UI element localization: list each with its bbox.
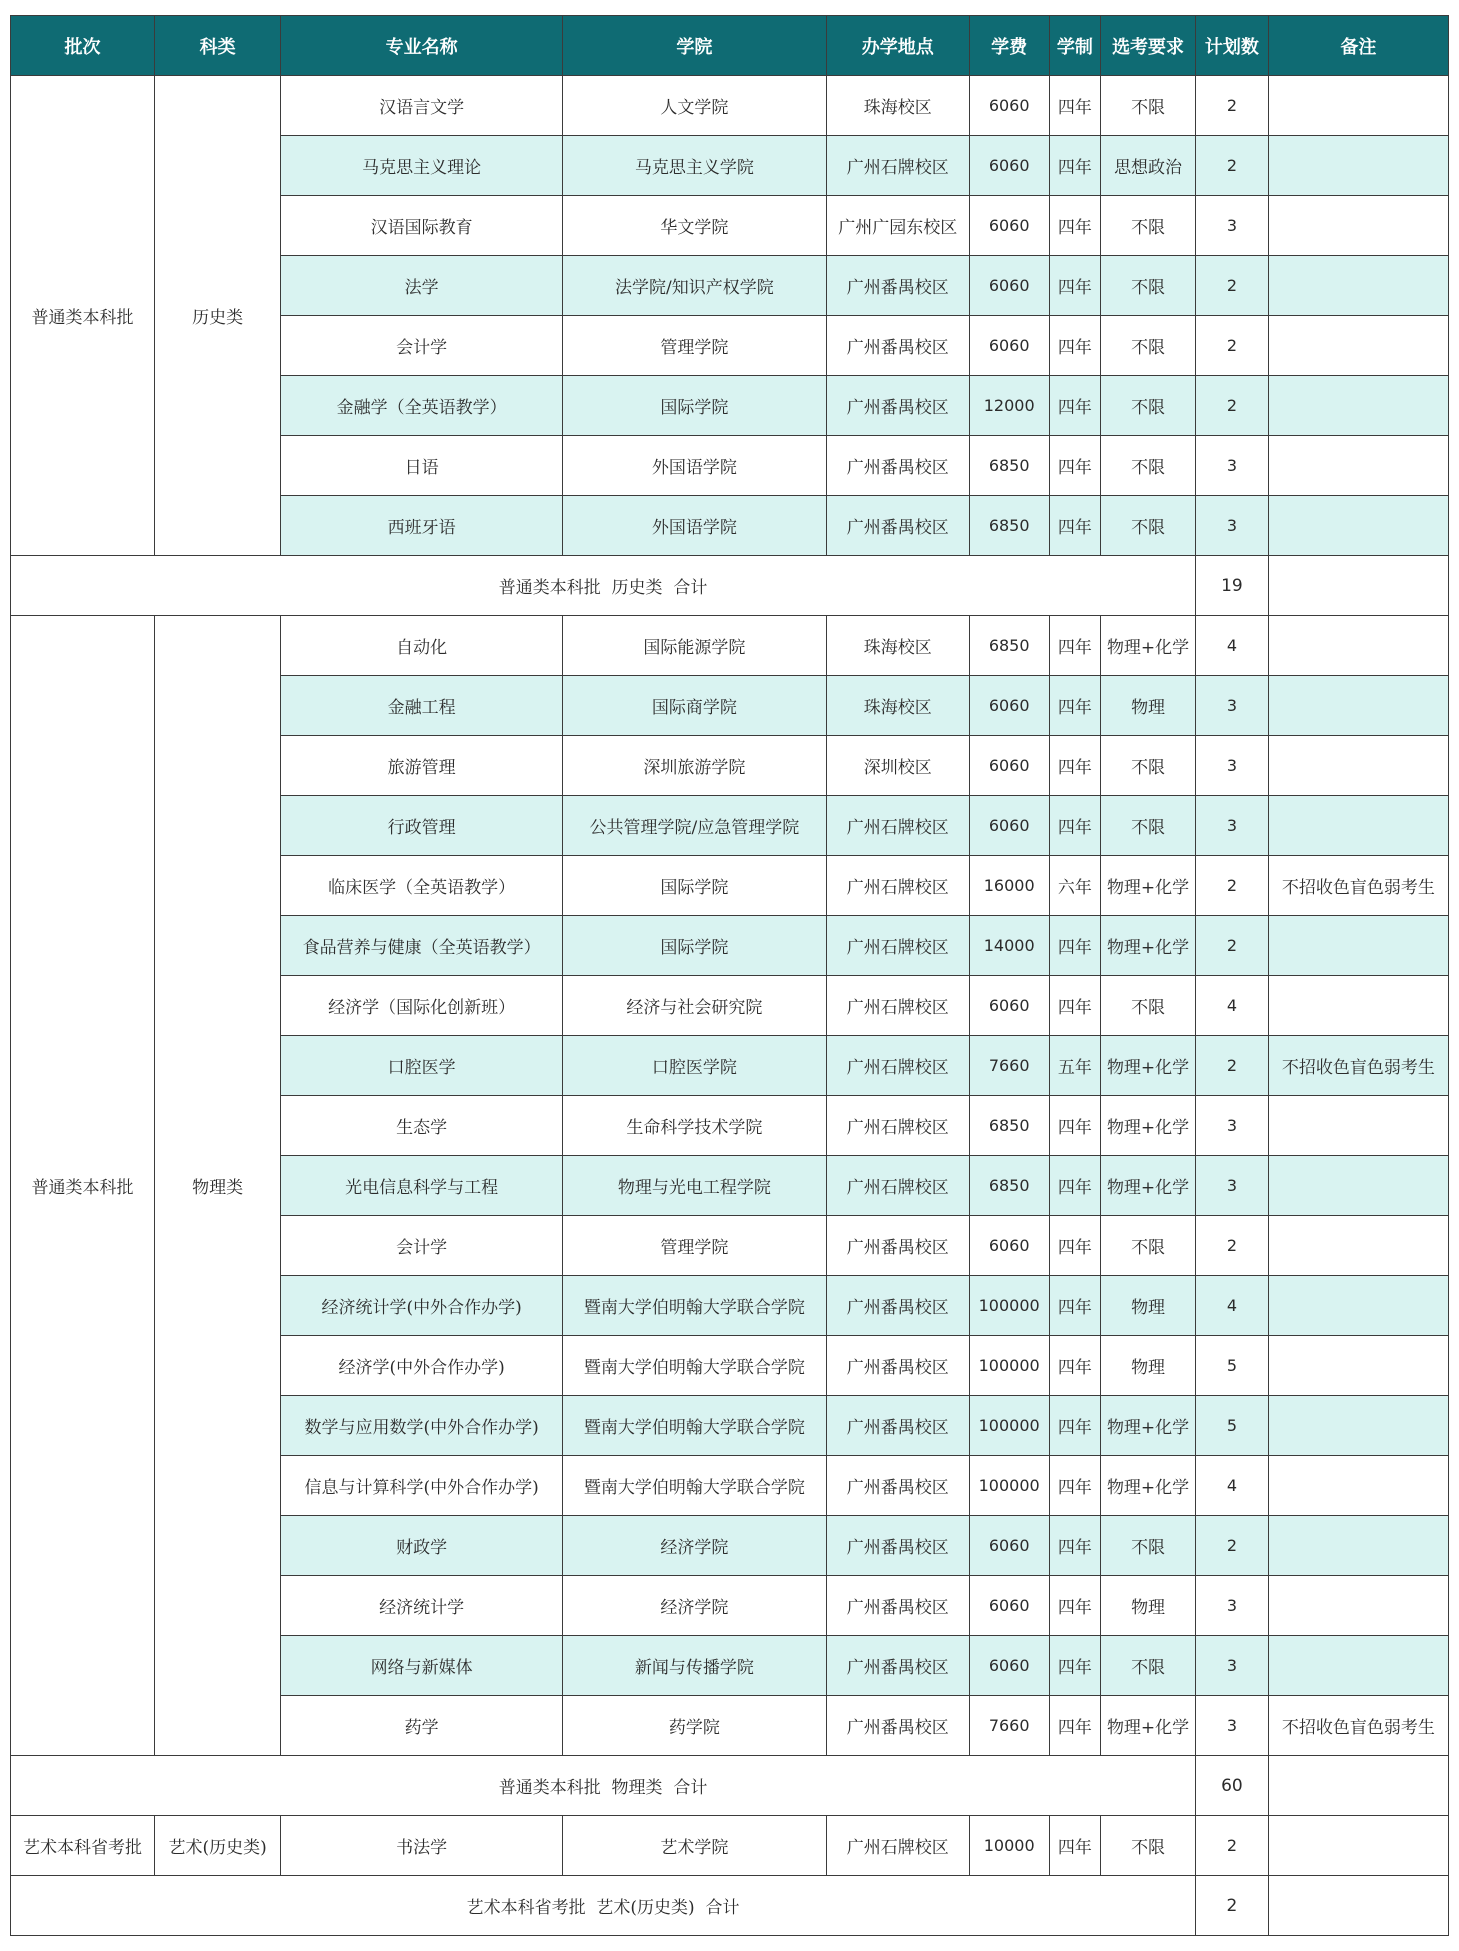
plan-count-cell: 2 [1196, 1216, 1269, 1276]
category-cell: 历史类 [154, 76, 280, 556]
location-cell: 珠海校区 [826, 76, 969, 136]
college-cell: 新闻与传播学院 [562, 1636, 826, 1696]
fee-cell: 6060 [969, 196, 1049, 256]
major-cell: 自动化 [281, 616, 563, 676]
college-cell: 暨南大学伯明翰大学联合学院 [562, 1276, 826, 1336]
note-cell [1268, 1576, 1448, 1636]
requirement-cell: 物理+化学 [1101, 916, 1196, 976]
requirement-cell: 思想政治 [1101, 136, 1196, 196]
years-cell: 四年 [1049, 1576, 1100, 1636]
location-cell: 广州番禺校区 [826, 1636, 969, 1696]
requirement-cell: 物理+化学 [1101, 1396, 1196, 1456]
college-cell: 口腔医学院 [562, 1036, 826, 1096]
note-cell [1268, 76, 1448, 136]
years-cell: 四年 [1049, 1636, 1100, 1696]
fee-cell: 7660 [969, 1036, 1049, 1096]
fee-cell: 6060 [969, 976, 1049, 1036]
note-cell [1268, 316, 1448, 376]
header-row [11, 16, 1449, 76]
fee-cell: 6850 [969, 436, 1049, 496]
fee-cell: 6060 [969, 136, 1049, 196]
subtotal-row [11, 1756, 1449, 1816]
note-cell: 不招收色盲色弱考生 [1268, 1696, 1448, 1756]
fee-cell: 6060 [969, 256, 1049, 316]
location-cell: 珠海校区 [826, 676, 969, 736]
years-cell: 四年 [1049, 1276, 1100, 1336]
location-cell: 广州石牌校区 [826, 796, 969, 856]
college-cell: 生命科学技术学院 [562, 1096, 826, 1156]
years-cell: 四年 [1049, 136, 1100, 196]
years-cell: 六年 [1049, 856, 1100, 916]
note-cell [1268, 616, 1448, 676]
subtotal-value: 60 [1196, 1756, 1269, 1816]
requirement-cell: 物理 [1101, 1576, 1196, 1636]
major-cell: 数学与应用数学(中外合作办学) [281, 1396, 563, 1456]
years-cell: 四年 [1049, 436, 1100, 496]
years-cell: 四年 [1049, 1156, 1100, 1216]
years-cell: 四年 [1049, 1096, 1100, 1156]
location-cell: 广州番禺校区 [826, 376, 969, 436]
years-cell: 四年 [1049, 616, 1100, 676]
requirement-cell: 不限 [1101, 316, 1196, 376]
plan-count-cell: 5 [1196, 1336, 1269, 1396]
major-cell: 汉语国际教育 [281, 196, 563, 256]
years-cell: 四年 [1049, 1516, 1100, 1576]
years-cell: 五年 [1049, 1036, 1100, 1096]
requirement-cell: 不限 [1101, 436, 1196, 496]
college-cell: 物理与光电工程学院 [562, 1156, 826, 1216]
fee-cell: 6850 [969, 496, 1049, 556]
major-cell: 旅游管理 [281, 736, 563, 796]
major-cell: 书法学 [281, 1816, 563, 1876]
location-cell: 广州广园东校区 [826, 196, 969, 256]
note-cell [1268, 1276, 1448, 1336]
college-cell: 暨南大学伯明翰大学联合学院 [562, 1456, 826, 1516]
location-cell: 珠海校区 [826, 616, 969, 676]
note-cell [1268, 256, 1448, 316]
plan-count-cell: 3 [1196, 436, 1269, 496]
note-cell [1268, 196, 1448, 256]
note-cell [1268, 976, 1448, 1036]
location-cell: 广州番禺校区 [826, 1396, 969, 1456]
requirement-cell: 物理+化学 [1101, 1156, 1196, 1216]
major-cell: 药学 [281, 1696, 563, 1756]
major-cell: 马克思主义理论 [281, 136, 563, 196]
major-cell: 行政管理 [281, 796, 563, 856]
major-cell: 生态学 [281, 1096, 563, 1156]
note-cell [1268, 1636, 1448, 1696]
location-cell: 广州番禺校区 [826, 256, 969, 316]
requirement-cell: 不限 [1101, 796, 1196, 856]
requirement-cell: 不限 [1101, 1516, 1196, 1576]
location-cell: 深圳校区 [826, 736, 969, 796]
fee-cell: 6850 [969, 1096, 1049, 1156]
plan-count-cell: 3 [1196, 796, 1269, 856]
plan-count-cell: 2 [1196, 1036, 1269, 1096]
years-cell: 四年 [1049, 1816, 1100, 1876]
college-cell: 法学院/知识产权学院 [562, 256, 826, 316]
major-cell: 财政学 [281, 1516, 563, 1576]
note-cell [1268, 436, 1448, 496]
location-cell: 广州石牌校区 [826, 916, 969, 976]
location-cell: 广州石牌校区 [826, 1156, 969, 1216]
requirement-cell: 不限 [1101, 496, 1196, 556]
fee-cell: 6060 [969, 316, 1049, 376]
plan-count-cell: 2 [1196, 916, 1269, 976]
college-cell: 暨南大学伯明翰大学联合学院 [562, 1396, 826, 1456]
note-cell [1268, 1156, 1448, 1216]
subtotal-label: 普通类本科批 历史类 合计 [11, 556, 1196, 616]
requirement-cell: 不限 [1101, 1216, 1196, 1276]
fee-cell: 6060 [969, 736, 1049, 796]
plan-count-cell: 2 [1196, 316, 1269, 376]
col-header-category: 科类 [154, 16, 280, 76]
location-cell: 广州番禺校区 [826, 436, 969, 496]
major-cell: 食品营养与健康（全英语教学） [281, 916, 563, 976]
major-cell: 经济学(中外合作办学) [281, 1336, 563, 1396]
note-cell [1268, 1816, 1448, 1876]
location-cell: 广州石牌校区 [826, 1816, 969, 1876]
plan-count-cell: 3 [1196, 1636, 1269, 1696]
college-cell: 管理学院 [562, 1216, 826, 1276]
college-cell: 经济学院 [562, 1516, 826, 1576]
major-cell: 会计学 [281, 316, 563, 376]
note-cell [1268, 1216, 1448, 1276]
table-row [11, 1816, 1449, 1876]
location-cell: 广州番禺校区 [826, 1216, 969, 1276]
fee-cell: 100000 [969, 1456, 1049, 1516]
location-cell: 广州番禺校区 [826, 1336, 969, 1396]
location-cell: 广州番禺校区 [826, 1516, 969, 1576]
note-cell [1268, 1336, 1448, 1396]
major-cell: 信息与计算科学(中外合作办学) [281, 1456, 563, 1516]
col-header-college: 学院 [562, 16, 826, 76]
fee-cell: 6060 [969, 1216, 1049, 1276]
fee-cell: 6060 [969, 1516, 1049, 1576]
note-cell [1268, 916, 1448, 976]
years-cell: 四年 [1049, 916, 1100, 976]
col-header-major: 专业名称 [281, 16, 563, 76]
requirement-cell: 物理+化学 [1101, 856, 1196, 916]
location-cell: 广州石牌校区 [826, 856, 969, 916]
years-cell: 四年 [1049, 316, 1100, 376]
years-cell: 四年 [1049, 196, 1100, 256]
years-cell: 四年 [1049, 1216, 1100, 1276]
plan-count-cell: 2 [1196, 136, 1269, 196]
plan-count-cell: 4 [1196, 1276, 1269, 1336]
note-cell: 不招收色盲色弱考生 [1268, 856, 1448, 916]
college-cell: 国际学院 [562, 376, 826, 436]
subtotal-label: 普通类本科批 物理类 合计 [11, 1756, 1196, 1816]
batch-cell: 艺术本科省考批 [11, 1816, 155, 1876]
fee-cell: 100000 [969, 1276, 1049, 1336]
col-header-fee: 学费 [969, 16, 1049, 76]
plan-count-cell: 4 [1196, 616, 1269, 676]
fee-cell: 6060 [969, 1576, 1049, 1636]
requirement-cell: 物理 [1101, 1336, 1196, 1396]
requirement-cell: 物理 [1101, 676, 1196, 736]
location-cell: 广州石牌校区 [826, 136, 969, 196]
requirement-cell: 不限 [1101, 196, 1196, 256]
plan-count-cell: 2 [1196, 1516, 1269, 1576]
plan-count-cell: 3 [1196, 1576, 1269, 1636]
plan-count-cell: 3 [1196, 496, 1269, 556]
plan-count-cell: 4 [1196, 1456, 1269, 1516]
college-cell: 外国语学院 [562, 496, 826, 556]
requirement-cell: 不限 [1101, 1636, 1196, 1696]
college-cell: 华文学院 [562, 196, 826, 256]
college-cell: 深圳旅游学院 [562, 736, 826, 796]
fee-cell: 6060 [969, 676, 1049, 736]
plan-count-cell: 5 [1196, 1396, 1269, 1456]
col-header-note: 备注 [1268, 16, 1448, 76]
plan-count-cell: 3 [1196, 736, 1269, 796]
major-cell: 经济统计学(中外合作办学) [281, 1276, 563, 1336]
plan-count-cell: 3 [1196, 676, 1269, 736]
requirement-cell: 不限 [1101, 976, 1196, 1036]
plan-count-cell: 2 [1196, 856, 1269, 916]
location-cell: 广州番禺校区 [826, 496, 969, 556]
fee-cell: 100000 [969, 1336, 1049, 1396]
fee-cell: 100000 [969, 1396, 1049, 1456]
category-cell: 物理类 [154, 616, 280, 1756]
note-cell: 不招收色盲色弱考生 [1268, 1036, 1448, 1096]
subtotal-value: 19 [1196, 556, 1269, 616]
requirement-cell: 不限 [1101, 376, 1196, 436]
requirement-cell: 物理+化学 [1101, 1456, 1196, 1516]
note-cell [1268, 1396, 1448, 1456]
enrollment-plan-table [10, 15, 1449, 1936]
years-cell: 四年 [1049, 1396, 1100, 1456]
location-cell: 广州番禺校区 [826, 316, 969, 376]
major-cell: 会计学 [281, 1216, 563, 1276]
major-cell: 网络与新媒体 [281, 1636, 563, 1696]
years-cell: 四年 [1049, 976, 1100, 1036]
note-cell [1268, 136, 1448, 196]
years-cell: 四年 [1049, 736, 1100, 796]
fee-cell: 6060 [969, 1636, 1049, 1696]
col-header-batch: 批次 [11, 16, 155, 76]
requirement-cell: 不限 [1101, 1816, 1196, 1876]
subtotal-note-cell [1268, 1876, 1448, 1936]
plan-count-cell: 2 [1196, 1816, 1269, 1876]
major-cell: 经济统计学 [281, 1576, 563, 1636]
years-cell: 四年 [1049, 1696, 1100, 1756]
subtotal-note-cell [1268, 556, 1448, 616]
major-cell: 口腔医学 [281, 1036, 563, 1096]
fee-cell: 6060 [969, 796, 1049, 856]
fee-cell: 6850 [969, 616, 1049, 676]
major-cell: 经济学（国际化创新班） [281, 976, 563, 1036]
batch-cell: 普通类本科批 [11, 76, 155, 556]
table-body [11, 76, 1449, 1936]
location-cell: 广州番禺校区 [826, 1276, 969, 1336]
note-cell [1268, 796, 1448, 856]
plan-count-cell: 3 [1196, 1096, 1269, 1156]
fee-cell: 10000 [969, 1816, 1049, 1876]
years-cell: 四年 [1049, 1456, 1100, 1516]
major-cell: 临床医学（全英语教学） [281, 856, 563, 916]
batch-cell: 普通类本科批 [11, 616, 155, 1756]
note-cell [1268, 736, 1448, 796]
note-cell [1268, 496, 1448, 556]
location-cell: 广州番禺校区 [826, 1576, 969, 1636]
subtotal-value: 2 [1196, 1876, 1269, 1936]
fee-cell: 7660 [969, 1696, 1049, 1756]
subtotal-row [11, 1876, 1449, 1936]
plan-count-cell: 3 [1196, 1156, 1269, 1216]
major-cell: 日语 [281, 436, 563, 496]
col-header-plan: 计划数 [1196, 16, 1269, 76]
college-cell: 国际能源学院 [562, 616, 826, 676]
plan-count-cell: 3 [1196, 196, 1269, 256]
years-cell: 四年 [1049, 376, 1100, 436]
years-cell: 四年 [1049, 676, 1100, 736]
fee-cell: 16000 [969, 856, 1049, 916]
college-cell: 国际商学院 [562, 676, 826, 736]
location-cell: 广州石牌校区 [826, 976, 969, 1036]
fee-cell: 6850 [969, 1156, 1049, 1216]
requirement-cell: 物理+化学 [1101, 1096, 1196, 1156]
plan-count-cell: 2 [1196, 376, 1269, 436]
years-cell: 四年 [1049, 256, 1100, 316]
requirement-cell: 物理 [1101, 1276, 1196, 1336]
plan-count-cell: 3 [1196, 1696, 1269, 1756]
college-cell: 外国语学院 [562, 436, 826, 496]
col-header-requirement: 选考要求 [1101, 16, 1196, 76]
col-header-years: 学制 [1049, 16, 1100, 76]
college-cell: 公共管理学院/应急管理学院 [562, 796, 826, 856]
major-cell: 法学 [281, 256, 563, 316]
subtotal-label: 艺术本科省考批 艺术(历史类) 合计 [11, 1876, 1196, 1936]
college-cell: 经济学院 [562, 1576, 826, 1636]
college-cell: 经济与社会研究院 [562, 976, 826, 1036]
college-cell: 国际学院 [562, 916, 826, 976]
fee-cell: 14000 [969, 916, 1049, 976]
note-cell [1268, 676, 1448, 736]
note-cell [1268, 1456, 1448, 1516]
requirement-cell: 物理+化学 [1101, 1696, 1196, 1756]
major-cell: 光电信息科学与工程 [281, 1156, 563, 1216]
requirement-cell: 不限 [1101, 76, 1196, 136]
table-row [11, 616, 1449, 676]
years-cell: 四年 [1049, 1336, 1100, 1396]
table-row [11, 76, 1449, 136]
fee-cell: 6060 [969, 76, 1049, 136]
college-cell: 艺术学院 [562, 1816, 826, 1876]
location-cell: 广州番禺校区 [826, 1696, 969, 1756]
requirement-cell: 不限 [1101, 736, 1196, 796]
note-cell [1268, 1096, 1448, 1156]
college-cell: 马克思主义学院 [562, 136, 826, 196]
major-cell: 金融学（全英语教学） [281, 376, 563, 436]
college-cell: 管理学院 [562, 316, 826, 376]
plan-count-cell: 2 [1196, 256, 1269, 316]
years-cell: 四年 [1049, 796, 1100, 856]
major-cell: 金融工程 [281, 676, 563, 736]
requirement-cell: 不限 [1101, 256, 1196, 316]
requirement-cell: 物理+化学 [1101, 1036, 1196, 1096]
note-cell [1268, 1516, 1448, 1576]
major-cell: 西班牙语 [281, 496, 563, 556]
location-cell: 广州石牌校区 [826, 1036, 969, 1096]
years-cell: 四年 [1049, 76, 1100, 136]
college-cell: 药学院 [562, 1696, 826, 1756]
college-cell: 国际学院 [562, 856, 826, 916]
note-cell [1268, 376, 1448, 436]
major-cell: 汉语言文学 [281, 76, 563, 136]
subtotal-row [11, 556, 1449, 616]
subtotal-note-cell [1268, 1756, 1448, 1816]
college-cell: 人文学院 [562, 76, 826, 136]
college-cell: 暨南大学伯明翰大学联合学院 [562, 1336, 826, 1396]
location-cell: 广州番禺校区 [826, 1456, 969, 1516]
col-header-location: 办学地点 [826, 16, 969, 76]
category-cell: 艺术(历史类) [154, 1816, 280, 1876]
fee-cell: 12000 [969, 376, 1049, 436]
requirement-cell: 物理+化学 [1101, 616, 1196, 676]
years-cell: 四年 [1049, 496, 1100, 556]
plan-count-cell: 2 [1196, 76, 1269, 136]
location-cell: 广州石牌校区 [826, 1096, 969, 1156]
plan-count-cell: 4 [1196, 976, 1269, 1036]
